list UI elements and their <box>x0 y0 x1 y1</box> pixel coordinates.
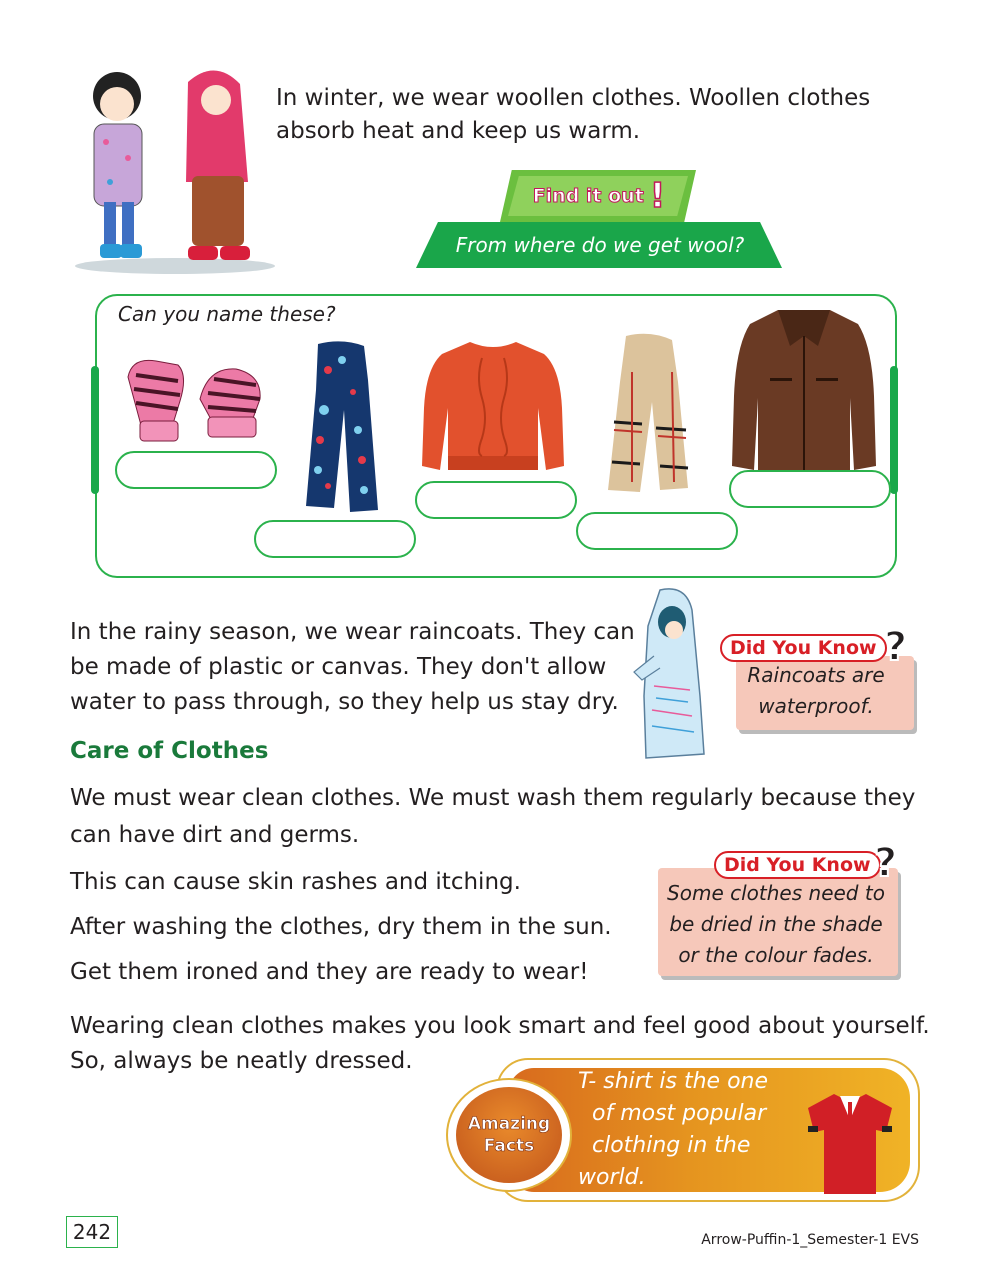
book-footer: Arrow-Puffin-1_Semester-1 EVS <box>701 1232 919 1248</box>
sweater-image <box>420 338 566 480</box>
check-scarf-image <box>602 332 692 498</box>
amazing-facts-text <box>578 1066 806 1194</box>
answer-box-printed-scarf[interactable] <box>254 520 416 558</box>
care-p1-line-1: We must wear clean clothes. We must wash them regularly because they <box>70 785 916 811</box>
care-p5-line-2: So, always be neatly dressed. <box>70 1048 413 1074</box>
question-mark-icon: ? <box>874 840 898 886</box>
answer-box-check-scarf[interactable] <box>576 512 738 550</box>
did-you-know-1-line-1: Raincoats are <box>747 663 885 687</box>
did-you-know-2-line-3: or the colour fades. <box>678 943 874 967</box>
box-left-bar <box>91 366 99 494</box>
care-p4: Get them ironed and they are ready to wear! <box>70 959 589 985</box>
amazing-line-2: of most popular <box>592 1101 767 1126</box>
mittens-image <box>122 355 282 447</box>
find-it-out-text: Find it out <box>532 185 644 207</box>
rainy-line-1: In the rainy season, we wear raincoats. They can <box>70 619 635 645</box>
did-you-know-tag-2: Did You Know <box>714 851 881 879</box>
tshirt-image <box>804 1090 896 1196</box>
care-p3: After washing the clothes, dry them in the sun. <box>70 914 612 940</box>
amazing-facts-badge-inner <box>456 1087 562 1183</box>
did-you-know-2-line-2: be dried in the shade <box>669 912 883 936</box>
printed-scarf-image <box>298 340 386 516</box>
page-number: 242 <box>66 1216 118 1248</box>
intro-line-2: absorb heat and keep us warm. <box>276 118 641 144</box>
did-you-know-tag-1: Did You Know <box>720 634 887 662</box>
did-you-know-2-line-1: Some clothes need to <box>667 881 885 905</box>
leather-jacket-image <box>730 306 878 476</box>
find-it-out-label <box>514 176 684 216</box>
name-these-prompt: Can you name these? <box>118 302 336 326</box>
did-you-know-text-2 <box>660 878 892 971</box>
answer-box-sweater[interactable] <box>415 481 577 519</box>
rainy-line-3: water to pass through, so they help us stay dry. <box>70 689 619 715</box>
children-illustration <box>70 62 280 276</box>
care-p1-line-2: can have dirt and germs. <box>70 822 360 848</box>
facts-label: Facts <box>483 1136 535 1156</box>
exclamation-icon: ! <box>649 176 666 216</box>
intro-line-1: In winter, we wear woollen clothes. Woollen clothes <box>276 85 871 111</box>
box-right-bar <box>890 366 898 494</box>
find-it-out-question: From where do we get wool? <box>455 233 745 257</box>
care-p5-line-1: Wearing clean clothes makes you look smart and feel good about yourself. <box>70 1013 930 1039</box>
rainy-line-2: be made of plastic or canvas. They don't allow <box>70 654 607 680</box>
question-mark-icon: ? <box>884 624 908 670</box>
care-heading: Care of Clothes <box>70 738 269 764</box>
answer-box-mittens[interactable] <box>115 451 277 489</box>
care-p2: This can cause skin rashes and itching. <box>70 869 521 895</box>
raincoat-child-illustration <box>630 586 714 766</box>
amazing-line-3: clothing in the <box>592 1133 751 1158</box>
did-you-know-1-line-2: waterproof. <box>758 694 874 718</box>
answer-box-leather-jacket[interactable] <box>729 470 891 508</box>
amazing-line-1: T- shirt is the one <box>578 1069 769 1094</box>
amazing-label: Amazing <box>467 1114 551 1134</box>
did-you-know-text-1 <box>736 660 896 722</box>
amazing-line-4: world. <box>578 1165 646 1190</box>
